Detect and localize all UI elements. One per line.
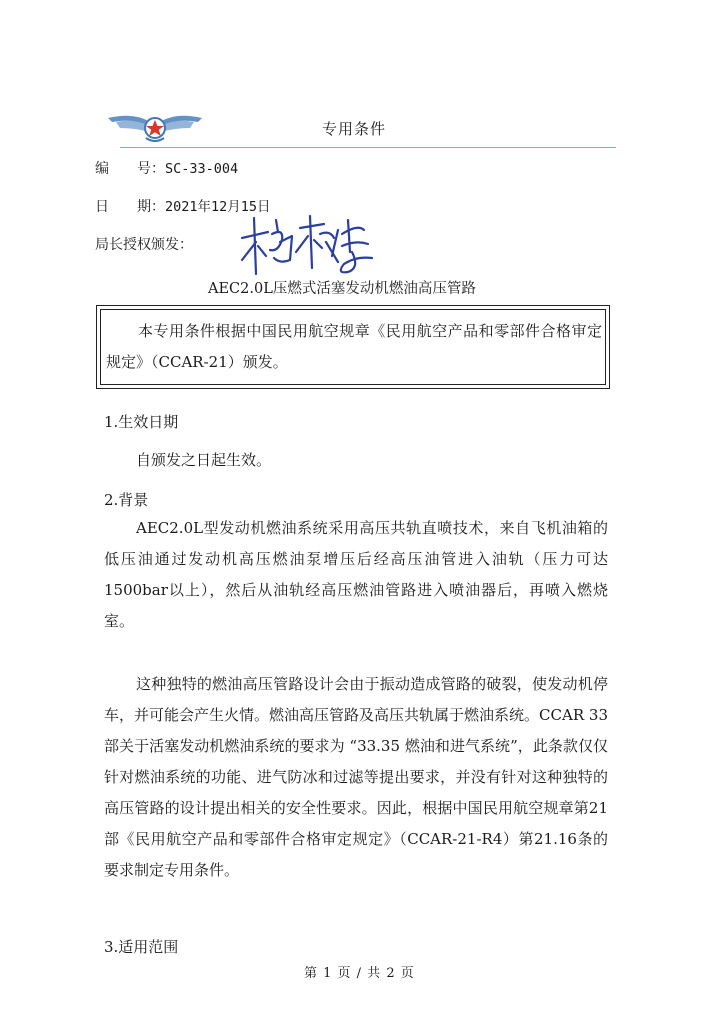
header-title: 专用条件 (322, 120, 387, 138)
authorized-by-row (95, 234, 193, 254)
section-heading-applicability: 3.适用范围 (104, 938, 179, 956)
caac-wings-logo-icon (106, 108, 204, 148)
header-divider (120, 147, 616, 148)
notice-text: 本专用条件根据中国民用航空规章《民用航空产品和零部件合格审定规定》（CCAR-21）颁发。 (106, 322, 602, 371)
page-number-footer: 第 1 页 / 共 2 页 (304, 966, 415, 981)
authorized-by-label: 局长授权颁发： (95, 237, 193, 253)
section-heading-background: 2.背景 (104, 491, 149, 509)
section-paragraph: 这种独特的燃油高压管路设计会由于振动造成管路的破裂，使发动机停车，并可能会产生火情。燃油高压管路及高压共轨属于燃油系统。CCAR 33 部关于活塞发动机燃油系统的要求为 “33.35 燃油和进气系统”，此条款仅仅针对燃油系统的功能、进气防冰和过滤等提出要求，并没有针对这种独特的高压管路的设计提出相关的安全性要求。因此，根据中国民用航空规章第21部《民用航空产品和零部件合格审定规定》（CCAR-21-R4）第21.16条的要求制定专用条件。 (104, 675, 608, 879)
doc-number-label: 编 号： (95, 161, 165, 177)
section-heading-effective-date: 1.生效日期 (104, 413, 179, 431)
document-title: AEC2.0L压燃式活塞发动机燃油高压管路 (208, 281, 476, 297)
doc-number-value: SC-33-004 (165, 161, 239, 177)
section-paragraph: 自颁发之日起生效。 (136, 451, 272, 469)
signature-image (234, 212, 380, 284)
section-paragraph: AEC2.0L型发动机燃油系统采用高压共轨直喷技术，来自飞机油箱的低压油通过发动机高压燃油泵增压后经高压油管进入油轨（压力可达1500bar以上），然后从油轨经高压燃油管路进入喷油器后，再喷入燃烧室。 (104, 519, 608, 630)
doc-date-value: 2021年12月15日 (165, 199, 271, 215)
doc-number-row (95, 158, 238, 178)
doc-date-label: 日 期： (95, 199, 165, 215)
